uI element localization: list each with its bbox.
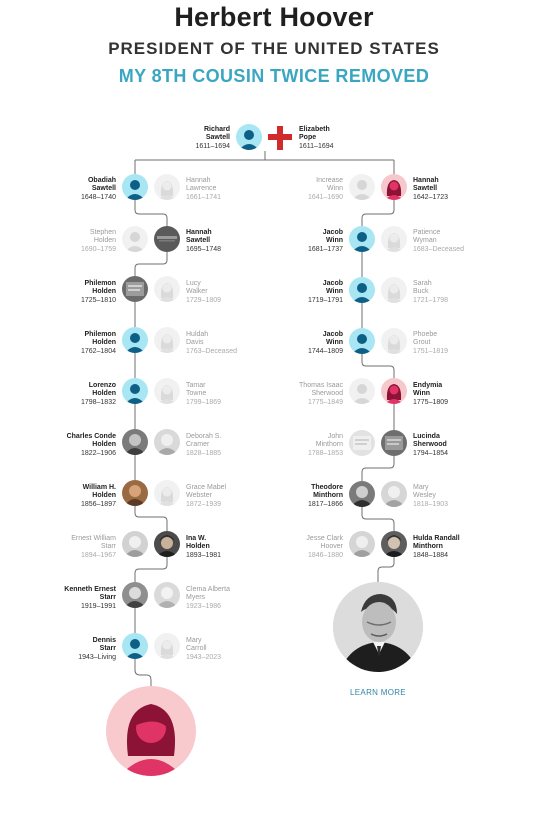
portrait-photo-icon	[333, 582, 423, 672]
spouse-avatar[interactable]	[381, 277, 407, 303]
ancestor-avatar[interactable]	[122, 633, 148, 659]
ancestor-label: Theodore Minthorn 1817–1866	[307, 484, 343, 508]
ancestor-avatar[interactable]	[349, 328, 375, 354]
male-silhouette-icon	[122, 174, 148, 200]
ancestor-label: Hannah Sawtell 1642–1723	[413, 177, 449, 201]
spouse-label: Jesse Clark Hoover 1846–1880	[306, 535, 343, 559]
ancestor-label: Ina W. Holden 1893–1981	[186, 535, 222, 559]
spouse-label: Huldah Davis 1763–Deceased	[186, 331, 237, 355]
ancestor-label: Lorenzo Holden 1798–1832	[80, 382, 116, 406]
male-silhouette-icon	[122, 633, 148, 659]
ancestor-label: Jacob Winn 1719–1791	[307, 280, 343, 304]
ancestor-avatar[interactable]	[122, 174, 148, 200]
document-photo-icon	[122, 276, 148, 302]
female-silhouette-icon	[381, 378, 407, 404]
spouse-label: Mary Wesley 1818–1903	[413, 484, 449, 508]
spouse-label: Thomas Isaac Sherwood 1775–1849	[299, 382, 343, 406]
ancestor-photo[interactable]	[154, 531, 180, 557]
document-photo-icon	[154, 226, 180, 252]
male-silhouette-icon	[349, 378, 375, 404]
spouse-label: Grace Mabel Webster 1872–1939	[186, 484, 227, 508]
male-silhouette-icon	[122, 226, 148, 252]
spouse-avatar[interactable]	[154, 480, 180, 506]
spouse-label: John Minthorn 1788–1853	[307, 433, 343, 457]
spouse-label: Hannah Lawrence 1661–1741	[186, 177, 222, 201]
ancestor-avatar[interactable]	[122, 378, 148, 404]
spouse-avatar[interactable]	[381, 328, 407, 354]
spouse-avatar[interactable]	[154, 276, 180, 302]
ancestor-photo[interactable]	[154, 226, 180, 252]
portrait-photo-icon	[122, 582, 148, 608]
portrait-photo-icon	[381, 481, 407, 507]
female-silhouette-icon	[154, 480, 180, 506]
portrait-photo-icon	[349, 531, 375, 557]
ancestor-label: Charles Conde Holden 1822–1906	[66, 433, 116, 457]
ancestor-photo[interactable]	[381, 430, 407, 456]
spouse-photo[interactable]	[349, 430, 375, 456]
spouse-label: Sarah Buck 1721–1798	[413, 280, 449, 304]
spouse-avatar[interactable]	[154, 633, 180, 659]
ancestor-avatar[interactable]	[349, 226, 375, 252]
female-silhouette-icon	[106, 686, 196, 776]
female-silhouette-icon	[154, 378, 180, 404]
female-silhouette-icon	[381, 277, 407, 303]
female-silhouette-icon	[154, 174, 180, 200]
spouse-photo[interactable]	[122, 531, 148, 557]
ancestor-label: Philemon Holden 1762–1804	[80, 331, 116, 355]
portrait-photo-icon	[154, 582, 180, 608]
ancestor-label: Hannah Sawtell 1695–1748	[186, 229, 222, 253]
spouse-label: Ernest William Starr 1894–1967	[71, 535, 116, 559]
male-silhouette-icon	[349, 277, 375, 303]
ancestor-label: Hulda Randall Minthorn 1848–1884	[413, 535, 460, 559]
ancestor-label: Endymia Winn 1775–1809	[413, 382, 449, 406]
spouse-avatar[interactable]	[154, 174, 180, 200]
spouse-avatar[interactable]	[349, 174, 375, 200]
spouse-photo[interactable]	[349, 531, 375, 557]
spouse-photo[interactable]	[154, 582, 180, 608]
female-silhouette-icon	[154, 633, 180, 659]
page-title: Herbert Hoover	[174, 2, 374, 32]
person-avatar[interactable]	[236, 124, 262, 150]
person-label: Richard Sawtell 1611–1694	[195, 126, 230, 150]
ancestor-photo[interactable]	[381, 531, 407, 557]
portrait-photo-icon	[122, 531, 148, 557]
spouse-label: Increase Winn 1641–1690	[307, 177, 343, 201]
male-silhouette-icon	[122, 327, 148, 353]
ancestor-label: Lucinda Sherwood 1794–1854	[413, 433, 449, 457]
female-silhouette-icon	[381, 226, 407, 252]
spouse-label: Lucy Walker 1729–1809	[186, 280, 222, 304]
spouse-label: Mary Carroll 1943–2023	[186, 637, 222, 661]
spouse-avatar[interactable]	[349, 378, 375, 404]
page-subtitle: PRESIDENT OF THE UNITED STATES	[108, 39, 440, 58]
female-silhouette-icon	[154, 327, 180, 353]
ancestor-avatar[interactable]	[381, 174, 407, 200]
female-silhouette-icon	[154, 276, 180, 302]
portrait-photo-icon	[122, 429, 148, 455]
portrait-photo-icon	[154, 429, 180, 455]
male-silhouette-icon	[349, 226, 375, 252]
ancestor-photo[interactable]	[122, 429, 148, 455]
ancestor-photo[interactable]	[122, 582, 148, 608]
ancestor-label: William H. Holden 1856–1897	[80, 484, 116, 508]
ancestor-label: Jacob Winn 1681–1737	[307, 229, 343, 253]
person-label: Elizabeth Pope 1611–1694	[299, 126, 334, 150]
spouse-label: Patience Wyman 1683–Deceased	[413, 229, 464, 253]
ancestor-label: Jacob Winn 1744–1809	[307, 331, 343, 355]
portrait-photo-icon	[122, 480, 148, 506]
male-silhouette-icon	[349, 328, 375, 354]
relationship-label: MY 8TH COUSIN TWICE REMOVED	[118, 66, 430, 86]
spouse-avatar[interactable]	[154, 327, 180, 353]
user-avatar[interactable]	[106, 686, 196, 776]
portrait-photo-icon	[381, 531, 407, 557]
spouse-label: Stephen Holden 1690–1759	[80, 229, 116, 253]
spouse-label: Tamar Towne 1799–1869	[186, 382, 222, 406]
ancestor-label: Philemon Holden 1725–1810	[80, 280, 116, 304]
ancestor-label: Dennis Starr 1943–Living	[78, 637, 116, 661]
ancestor-avatar[interactable]	[381, 378, 407, 404]
spouse-label: Deborah S. Cramer 1828–1885	[186, 433, 222, 457]
portrait-photo-icon	[154, 531, 180, 557]
red-cross-icon	[266, 124, 294, 152]
spouse-label: Clema Alberta Myers 1923–1986	[186, 586, 230, 610]
spouse-avatar[interactable]	[381, 226, 407, 252]
ancestor-photo[interactable]	[349, 481, 375, 507]
female-silhouette-icon	[381, 328, 407, 354]
male-silhouette-icon	[349, 174, 375, 200]
spouse-photo[interactable]	[154, 429, 180, 455]
male-silhouette-icon	[122, 378, 148, 404]
spouse-avatar[interactable]	[122, 226, 148, 252]
portrait-photo-icon	[349, 481, 375, 507]
famous-person-portrait[interactable]	[333, 582, 423, 672]
female-silhouette-icon	[381, 174, 407, 200]
spouse-label: Phoebe Grout 1751–1819	[413, 331, 449, 355]
male-silhouette-icon	[236, 124, 262, 150]
ancestor-label: Kenneth Ernest Starr 1919–1991	[64, 586, 116, 610]
spouse-photo[interactable]	[381, 481, 407, 507]
ancestor-avatar[interactable]	[349, 277, 375, 303]
ancestor-avatar[interactable]	[122, 327, 148, 353]
ancestor-photo[interactable]	[122, 480, 148, 506]
learn-more-link[interactable]: LEARN MORE	[350, 688, 406, 697]
document-photo-icon	[381, 430, 407, 456]
ancestor-label: Obadiah Sawtell 1648–1740	[80, 177, 116, 201]
document-photo-icon	[349, 430, 375, 456]
ancestor-photo[interactable]	[122, 276, 148, 302]
spouse-avatar[interactable]	[154, 378, 180, 404]
